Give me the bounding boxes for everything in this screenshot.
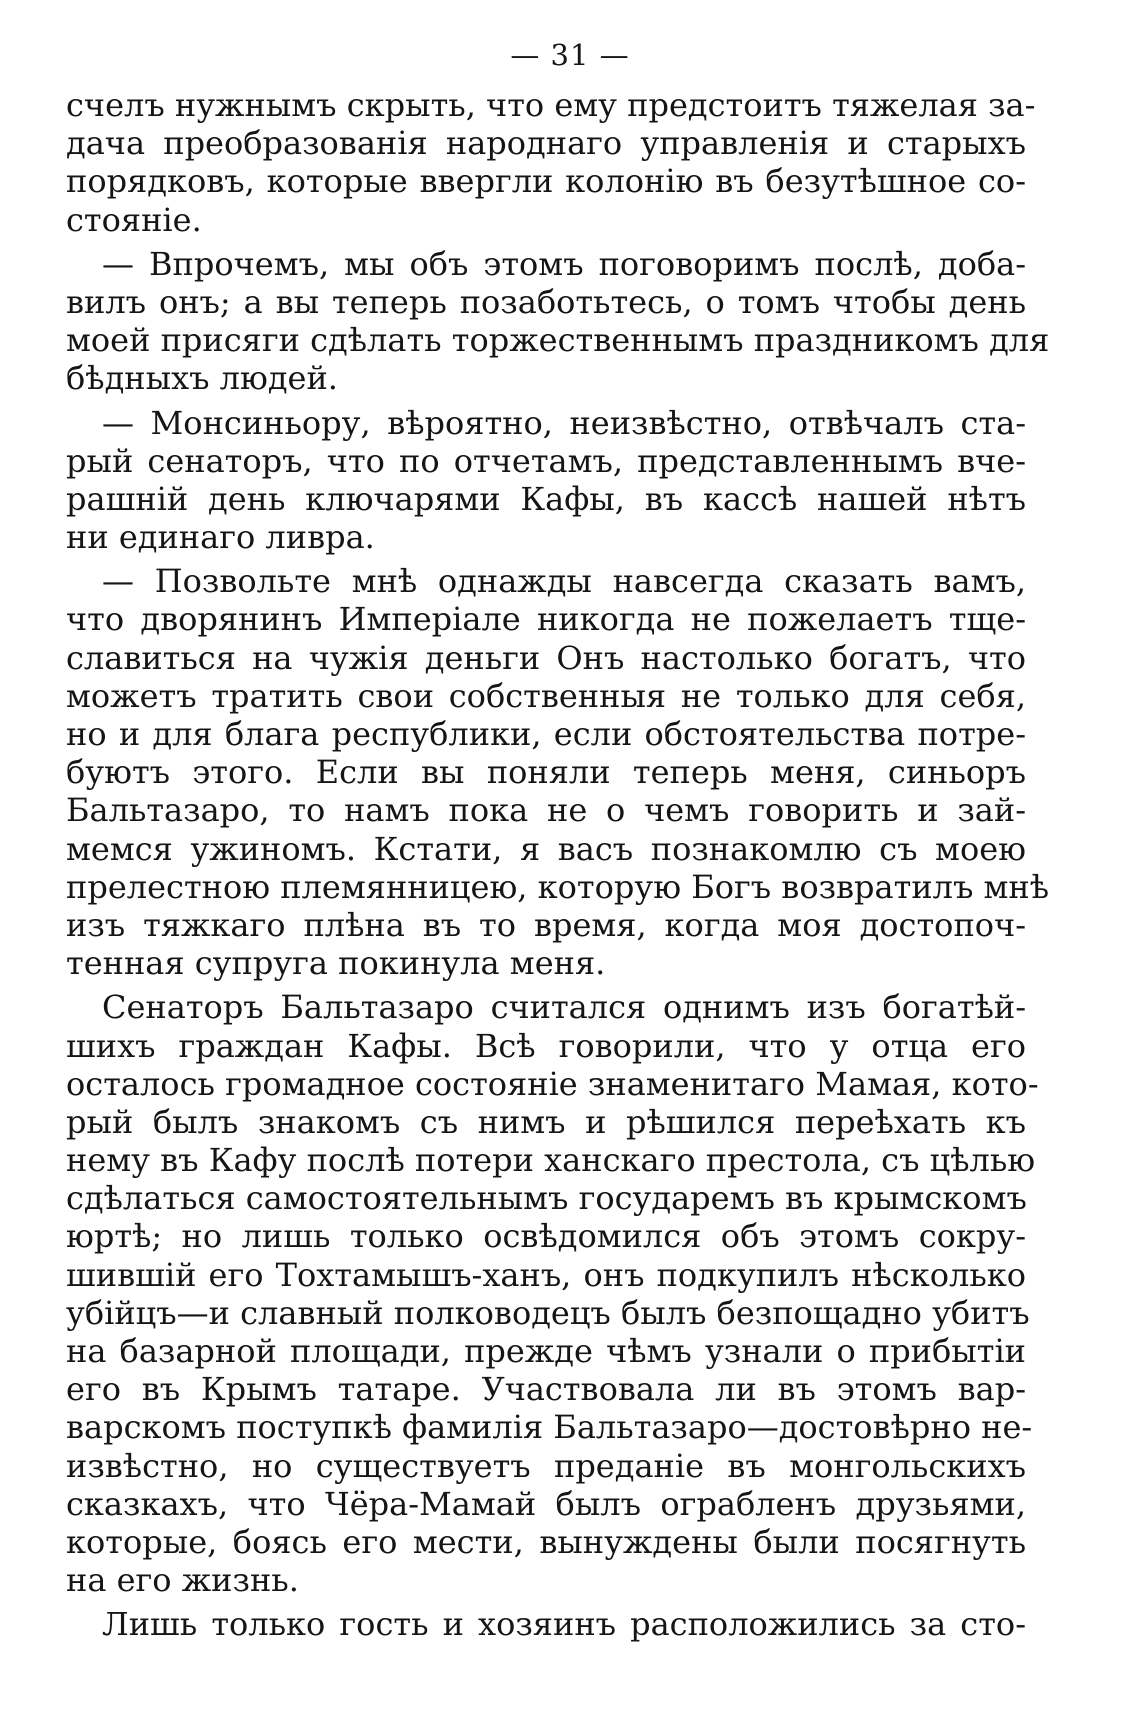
paragraph [66, 404, 1026, 557]
text-line: убійцъ—и славный полководецъ былъ безпощадно убитъ [66, 1293, 1030, 1332]
text-line: Лишь только гость и хозяинъ расположились за сто- [102, 1605, 1026, 1644]
text-line: можетъ тратить свои собственныя не только для себя, [66, 676, 1026, 715]
text-line: прелестною племянницею, которую Богъ возвратилъ мнѣ [66, 867, 1050, 906]
text-line: — Впрочемъ, мы объ этомъ поговоримъ послѣ, доба- [102, 244, 1026, 283]
text-line: вилъ онъ; а вы теперь позаботьтесь, о томъ чтобы день [66, 282, 1026, 321]
text-line: славиться на чужія деньги Онъ настолько богатъ, что [66, 638, 1026, 677]
text-line: буютъ этого. Если вы поняли теперь меня, синьоръ [66, 753, 1026, 792]
paragraph [66, 1605, 1026, 1643]
text-line: рашній день ключарями Кафы, въ кассѣ нашей нѣтъ [66, 479, 1026, 518]
text-line: шихъ граждан Кафы. Всѣ говорили, что у отца его [66, 1026, 1026, 1065]
text-line: сказкахъ, что Чёра-Мамай былъ ограбленъ друзьями, [66, 1484, 1026, 1523]
paragraph [66, 562, 1050, 983]
text-line: бѣдныхъ людей. [66, 359, 338, 398]
text-line: но и для блага республики, если обстоятельства потре- [66, 715, 1026, 753]
text-line: — Монсиньору, вѣроятно, неизвѣстно, отвѣчалъ ста- [102, 403, 1026, 442]
text-line: дача преобразованія народнаго управленія и старыхъ [66, 124, 1026, 163]
text-line: счелъ нужнымъ скрыть, что ему предстоитъ тяжелая за- [66, 86, 1036, 124]
text-line: на базарной площади, прежде чѣмъ узнали о прибытіи [66, 1332, 1026, 1370]
text-line: которые, боясь его мести, вынуждены были посягнуть [66, 1522, 1026, 1561]
paragraph [66, 244, 1050, 398]
text-line: стояніе. [66, 200, 202, 239]
page-number: — 31 — [510, 38, 630, 72]
text-line: ни единаго ливра. [66, 518, 375, 557]
text-line: осталось громадное состояніе знаменитаго Мамая, кото- [66, 1064, 1039, 1103]
text-line: рый былъ знакомъ съ нимъ и рѣшился переѣхать къ [66, 1102, 1026, 1141]
text-line: рый сенаторъ, что по отчетамъ, представленнымъ вче- [66, 441, 1026, 480]
text-line: Бальтазаро, то намъ пока не о чемъ говорить и зай- [66, 791, 1026, 830]
text-line: — Позвольте мнѣ однажды навсегда сказать вамъ, [102, 562, 1026, 601]
text-line: юртѣ; но лишь только освѣдомился объ этомъ сокру- [66, 1217, 1026, 1256]
text-line: его въ Крымъ татаре. Участвовала ли въ этомъ вар- [66, 1370, 1026, 1409]
text-line: извѣстно, но существуетъ преданіе въ монгольскихъ [66, 1446, 1026, 1485]
text-line: порядковъ, которые ввергли колонію въ безутѣшное со- [66, 162, 1026, 201]
text-line: варскомъ поступкѣ фамилія Бальтазаро—достовѣрно не- [66, 1408, 1033, 1447]
text-line: моей присяги сдѣлать торжественнымъ праздникомъ для [66, 321, 1050, 360]
text-line: изъ тяжкаго плѣна въ то время, когда моя достопоч- [66, 905, 1026, 944]
text-line: на его жизнь. [66, 1561, 299, 1600]
text-line: сдѣлаться самостоятельнымъ государемъ въ крымскомъ [66, 1179, 1027, 1218]
text-line: нему въ Кафу послѣ потери ханскаго престола, съ цѣлью [66, 1141, 1036, 1180]
body-text [66, 86, 1050, 1650]
paragraph [66, 988, 1039, 1600]
text-line: Сенаторъ Бальтазаро считался однимъ изъ богатѣй- [102, 988, 1026, 1027]
paragraph [66, 86, 1036, 239]
text-line: тенная супруга покинула меня. [66, 944, 606, 983]
text-line: что дворянинъ Имперіале никогда не пожелаетъ тще- [66, 600, 1026, 639]
text-line: шившій его Тохтамышъ-ханъ, онъ подкупилъ нѣсколько [66, 1255, 1026, 1294]
text-line: мемся ужиномъ. Кстати, я васъ познакомлю съ моею [66, 829, 1026, 868]
